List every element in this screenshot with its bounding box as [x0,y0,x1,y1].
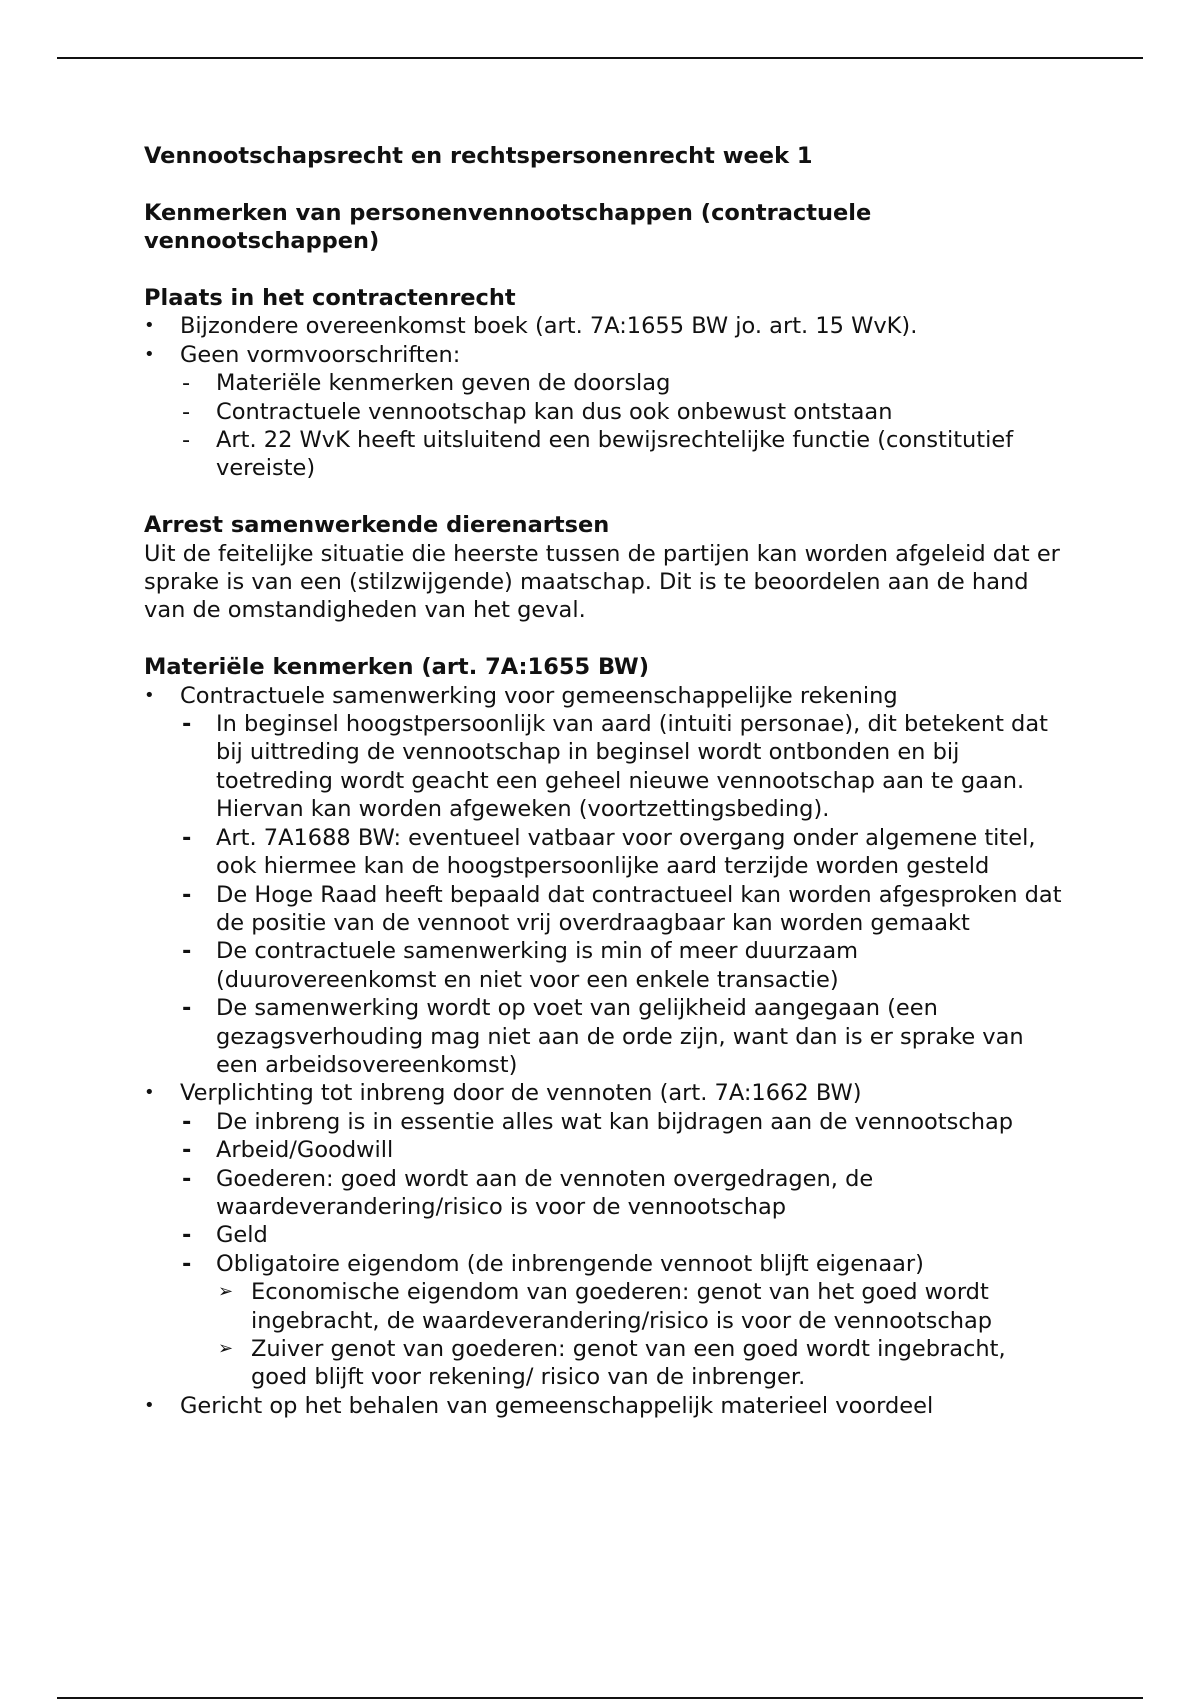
dash-marker: - [182,1222,192,1249]
sub-list-item-text: Geld [216,1222,268,1249]
list-item-text: Bijzondere overeenkomst boek (art. 7A:1655 BW jo. art. 15 WvK). [180,313,918,340]
dash-marker: - [182,1137,192,1164]
section-heading-materiele-kenmerken: Materiële kenmerken (art. 7A:1655 BW) [144,654,650,681]
dash-marker: - [182,1250,192,1277]
arrow-marker-icon: ➢ [218,1281,234,1303]
list-item-text: Gericht op het behalen van gemeenschappelijk materieel voordeel [180,1392,934,1419]
dash-marker: - [182,398,191,425]
arrow-marker-icon: ➢ [218,1338,234,1359]
dash-marker: - [182,427,191,454]
sub-list-item [144,994,1064,1079]
section-heading-arrest: Arrest samenwerkende dierenartsen [144,512,610,539]
sub-list-item [144,710,1064,824]
sub-list-item [144,369,1064,397]
sub-list-item [144,824,1064,881]
dash-marker: - [182,1165,192,1192]
bullet-marker: • [144,315,155,337]
bullet-marker: • [144,1082,155,1104]
list-item [144,682,1064,710]
sub-list-item-text: Art. 22 WvK heeft uitsluitend een bewijsrechtelijke functie (constitutief vereiste) [216,427,1014,482]
sub-list-item [144,426,1064,483]
dash-marker: - [182,370,191,397]
sub-list-item-text: De contractuele samenwerking is min of meer duurzaam (duurovereenkomst en niet voor een enkele transactie) [216,938,859,993]
sub-list-item-text: De samenwerking wordt op voet van gelijkheid aangegaan (een gezagsverhouding mag niet aan de orde zijn, want dan is er sprake van een arbeidsovereenkomst) [216,995,1024,1078]
sub-list-item-text: Goederen: goed wordt aan de vennoten overgedragen, de waardeverandering/risico is voor de vennootschap [216,1165,874,1220]
sub-list-item-text: De Hoge Raad heeft bepaald dat contractueel kan worden afgesproken dat de positie van de vennoot vrij overdraagbaar kan worden gemaakt [216,881,1062,936]
sub-sub-list-item-text: Economische eigendom van goederen: genot van het goed wordt ingebracht, de waardeverandering/risico is voor de vennootschap [251,1279,993,1334]
list-item [144,1079,1064,1107]
arrest-paragraph: Uit de feitelijke situatie die heerste tussen de partijen kan worden afgeleid dat er sprake is van een (stilzwijgende) maatschap. Dit is te beoordelen aan de hand van de omstandigheden van het geval. [144,540,1060,624]
sub-list-item-text: Art. 7A1688 BW: eventueel vatbaar voor overgang onder algemene titel, ook hiermee kan de hoogstpersoonlijke aard terzijde worden gesteld [216,824,1036,880]
sub-sub-list-item-text: Zuiver genot van goederen: genot van een goed wordt ingebracht, goed blijft voor rekening/ risico van de inbrenger. [251,1336,1006,1391]
bullet-marker: • [144,343,155,365]
list-item [144,1392,1064,1420]
sub-list-item-text: Contractuele vennootschap kan dus ook onbewust ontstaan [216,398,893,425]
document-subtitle: Kenmerken van personenvennootschappen (contractuele vennootschappen) [144,199,872,255]
sub-list-item-text: Obligatoire eigendom (de inbrengende vennoot blijft eigenaar) [216,1250,924,1277]
sub-list-item-text: Arbeid/Goodwill [216,1137,394,1164]
document-title: Vennootschapsrecht en rechtspersonenrecht week 1 [144,143,813,169]
sub-list-item [144,1108,1064,1136]
sub-list-item [144,1221,1064,1249]
sub-list-item [144,937,1064,994]
sub-list-item [144,1250,1064,1278]
dash-marker: - [182,824,192,851]
list-item [144,341,1064,369]
header-rule [57,57,1143,59]
dash-marker: - [182,711,192,738]
dash-marker: - [182,995,192,1022]
list-item-text: Verplichting tot inbreng door de vennoten (art. 7A:1662 BW) [180,1080,862,1107]
list-item-text: Geen vormvoorschriften: [180,341,461,368]
dash-marker: - [182,881,192,908]
list-item-text: Contractuele samenwerking voor gemeenschappelijke rekening [180,682,898,709]
sub-list-item [144,881,1064,938]
footer-rule [57,1697,1143,1699]
sub-sub-list-item [144,1335,1064,1392]
section-heading-contractenrecht: Plaats in het contractenrecht [144,285,516,311]
list-item [144,312,1064,340]
sub-list-item [144,1165,1064,1222]
sub-list-item [144,1136,1064,1164]
document-body [144,142,1064,1420]
sub-list-item-text: Materiële kenmerken geven de doorslag [216,370,671,397]
dash-marker: - [182,1108,192,1135]
sub-list-item [144,398,1064,426]
sub-list-item-text: In beginsel hoogstpersoonlijk van aard (intuiti personae), dit betekent dat bij uittreding de vennootschap in beginsel wordt ontbonden en bij toetreding wordt geacht een geheel nieuwe vennootschap aan te gaan. Hiervan kan worden afgeweken (voortzettingsbeding). [216,711,1048,823]
bullet-marker: • [144,1394,155,1416]
dash-marker: - [182,938,192,965]
bullet-marker: • [144,684,155,706]
sub-sub-list-item [144,1278,1064,1335]
sub-list-item-text: De inbreng is in essentie alles wat kan bijdragen aan de vennootschap [216,1108,1014,1135]
